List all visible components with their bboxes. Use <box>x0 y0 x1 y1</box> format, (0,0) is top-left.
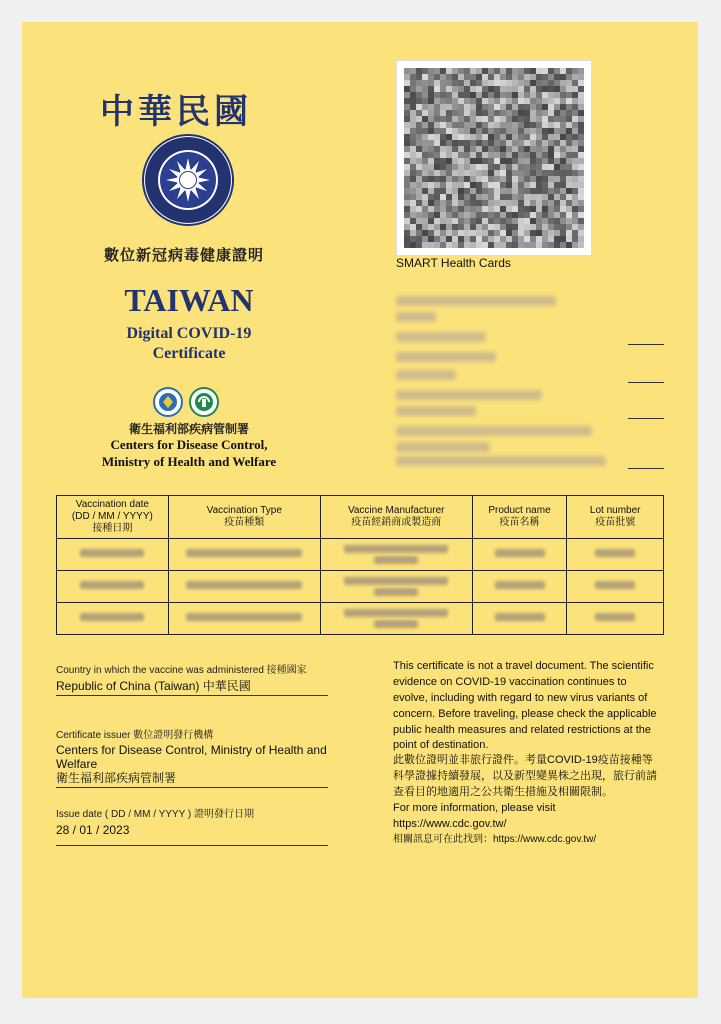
notice-line: public health measures and related restrictions at the <box>393 724 652 736</box>
notice-line: evolve, including with regard to new virus variants of <box>393 692 648 704</box>
country-name-cn: 中華民國 <box>100 92 252 132</box>
country-value: Republic of China (Taiwan) 中華民國 <box>56 679 251 693</box>
notice-line: evidence on COVID-19 vaccination continues to <box>393 676 627 688</box>
mohw-cdc-logos-icon <box>152 386 222 418</box>
col-vaccination-date <box>57 496 169 539</box>
notice-line: point of destination. <box>393 739 489 751</box>
col-product-name <box>472 496 567 539</box>
certificate-title-en <box>60 324 318 364</box>
national-emblem-seal <box>142 134 234 226</box>
issuer-value-cn: 衛生福利部疾病管制署 <box>56 771 177 785</box>
issuer-field <box>56 726 366 788</box>
more-info-label: For more information, please visit <box>393 802 556 814</box>
certificate-title-line1: Digital COVID-19 <box>126 325 252 342</box>
issue-date-field <box>56 805 328 846</box>
agency-logos <box>152 386 222 423</box>
table-row <box>57 603 664 635</box>
redacted-cell <box>472 571 567 603</box>
header-label-cn: 接種日期 <box>92 523 133 534</box>
certificate-title-line2: Certificate <box>152 345 226 362</box>
issuer-value-en: Centers for Disease Control, Ministry of Health and Welfare <box>56 743 327 771</box>
header-label: Product name <box>488 505 551 516</box>
table-row <box>57 539 664 571</box>
issuer-name-line1: Centers for Disease Control, <box>110 437 268 452</box>
header-label: Lot number <box>589 505 641 516</box>
table-row <box>57 571 664 603</box>
issuer-name-cn: 衛生福利部疾病管制署 <box>128 422 249 436</box>
col-lot-number <box>567 496 664 539</box>
travel-notice <box>393 658 673 800</box>
redacted-cell <box>57 539 169 571</box>
redacted-cell <box>472 539 567 571</box>
certificate-title-cn: 數位新冠病毒健康證明 <box>104 247 265 264</box>
vaccination-table <box>56 495 664 635</box>
issue-date-value: 28 / 01 / 2023 <box>56 823 130 837</box>
cdc-website-link[interactable]: https://www.cdc.gov.tw/ <box>393 818 507 830</box>
col-vaccination-type <box>168 496 320 539</box>
redacted-cell <box>567 571 664 603</box>
redacted-cell <box>57 603 169 635</box>
issuer-name-line2: Ministry of Health and Welfare <box>101 454 277 469</box>
notice-line: This certificate is not a travel document. The scientific <box>393 660 654 672</box>
notice-line: concern. Before traveling, please check the applicable <box>393 708 657 720</box>
issuer-name-en <box>60 436 318 470</box>
redacted-cell <box>57 571 169 603</box>
country-field <box>56 661 328 696</box>
country-label: Country in which the vaccine was administered 接種國家 <box>56 665 307 676</box>
redacted-cell <box>320 603 472 635</box>
redacted-cell <box>320 539 472 571</box>
redacted-cell <box>168 539 320 571</box>
table-header-row <box>57 496 664 539</box>
country-name-en: TAIWAN <box>124 282 254 318</box>
notice-line-cn: 此數位證明並非旅行證件。考量COVID-19疫苗接種等 <box>393 754 653 766</box>
header-label-sub: (DD / MM / YYYY) <box>71 511 153 522</box>
redacted-cell <box>168 603 320 635</box>
more-info-cn: 相關訊息可在此找到：https://www.cdc.gov.tw/ <box>393 834 597 845</box>
redacted-cell <box>567 603 664 635</box>
header-label-cn: 疫苗批號 <box>595 517 636 528</box>
redacted-cell <box>567 539 664 571</box>
header-label-cn: 疫苗名稱 <box>499 517 540 528</box>
smart-health-card-qr-code <box>396 60 592 256</box>
issue-date-label: Issue date ( DD / MM / YYYY ) 證明發行日期 <box>56 809 255 820</box>
header-label: Vaccination date <box>75 499 149 510</box>
header-label: Vaccine Manufacturer <box>347 505 445 516</box>
header-label: Vaccination Type <box>206 505 282 516</box>
header-label-cn: 疫苗經銷商或製造商 <box>351 517 442 528</box>
notice-line-cn: 科學證據持續發展，以及新型變異株之出現，旅行前請 <box>393 770 657 782</box>
issuer-label: Certificate issuer 數位證明發行機構 <box>56 730 214 741</box>
qr-caption: SMART Health Cards <box>396 256 511 270</box>
redacted-cell <box>472 603 567 635</box>
col-vaccine-manufacturer <box>320 496 472 539</box>
redacted-cell <box>320 571 472 603</box>
notice-line-cn: 查看目的地適用之公共衛生措施及相關限制。 <box>393 786 613 798</box>
more-info <box>393 800 673 848</box>
qr-code-icon <box>397 61 591 255</box>
header-label-cn: 疫苗種類 <box>224 517 265 528</box>
redacted-personal-info <box>392 286 664 472</box>
redacted-cell <box>168 571 320 603</box>
